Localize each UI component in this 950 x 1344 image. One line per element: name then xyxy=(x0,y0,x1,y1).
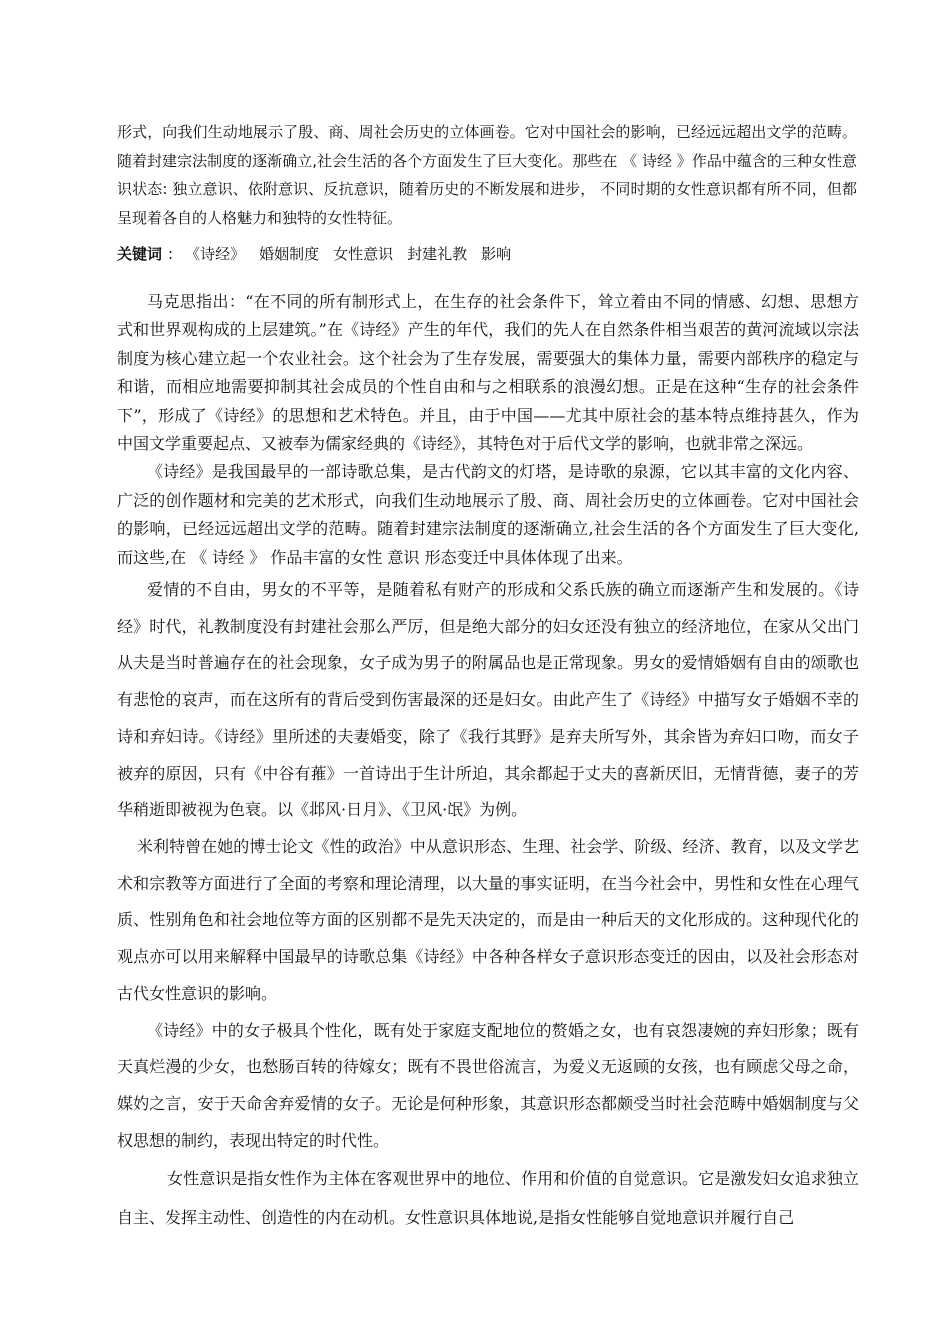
keyword-item: 女性意识 xyxy=(333,245,394,263)
paragraph: 米利特曾在她的博士论文《性的政治》中从意识形态、生理、社会学、阶级、经济、教育，以及文学艺术和宗教等方面进行了全面的考察和理论清理，以大量的事实证明，在当今社会中，男性和女性在心理气质、性别角色和社会地位等方面的区别都不是先天决定的，而是由一种后天的文化形成的。这种现代化的观点亦可以用来解释中国最早的诗歌总集《诗经》中各种各样女子意识形态变迁的因由，以及社会形态对古代女性意识的影响。 xyxy=(117,836,859,1003)
paragraph: 《诗经》是我国最早的一部诗歌总集，是古代韵文的灯塔，是诗歌的泉源，它以其丰富的文化内容、广泛的创作题材和完美的艺术形式，向我们生动地展示了殷、商、周社会历史的立体画卷。它对中国社会的影响，已经远远超出文学的范畴。随着封建宗法制度的逐渐确立,社会生活的各个方面发生了巨大变化,而这些,在 《 诗经 》 作品丰富的女性 意识 形态变迁中具体体现了出来。 xyxy=(117,462,859,567)
keywords-line xyxy=(117,240,857,268)
keyword-item: 封建礼教 xyxy=(407,245,468,263)
abstract-text: 形式，向我们生动地展示了殷、商、周社会历史的立体画卷。它对中国社会的影响，已经远远超出文学的范畴。随着封建宗法制度的逐渐确立,社会生活的各个方面发生了巨大变化。那些在 《 诗经 》作品中蕴含的三种女性意识状态: 独立意识、依附意识、反抗意识，随着历史的不断发展和进步， 不同时期的女性意识都有所不同，但都呈现着各自的人格魅力和独特的女性特征。 xyxy=(117,123,857,227)
keywords-colon: : xyxy=(168,245,174,263)
keyword-item: 《诗经》 xyxy=(185,245,246,263)
keywords-label: 关键词 xyxy=(117,245,163,263)
keyword-item: 影响 xyxy=(481,245,512,263)
paragraph: 女性意识是指女性作为主体在客观世界中的地位、作用和价值的自觉意识。它是激发妇女追求独立自主、发挥主动性、创造性的内在动机。女性意识具体地说,是指女性能够自觉地意识并履行自己 xyxy=(117,1169,859,1228)
body-text xyxy=(117,288,859,1237)
paragraph: 马克思指出：“在不同的所有制形式上，在生存的社会条件下，耸立着由不同的情感、幻想、思想方式和世界观构成的上层建筑。”在《诗经》产生的年代，我们的先人在自然条件相当艰苦的黄河流域以宗法制度为核心建立起一个农业社会。这个社会为了生存发展，需要强大的集体力量，需要内部秩序的稳定与和谐，而相应地需要抑制其社会成员的个性自由和与之相联系的浪漫幻想。正是在这种“生存的社会条件下”，形成了《诗经》的思想和艺术特色。并且，由于中国——尤其中原社会的基本特点维持甚久，作为中国文学重要起点、又被奉为儒家经典的《诗经》，其特色对于后代文学的影响，也就非常之深远。 xyxy=(117,292,859,454)
abstract-section xyxy=(117,118,857,232)
keyword-item: 婚姻制度 xyxy=(259,245,320,263)
paragraph: 爱情的不自由，男女的不平等，是随着私有财产的形成和父系氏族的确立而逐渐产生和发展的。《诗经》时代，礼教制度没有封建社会那么严厉，但是绝大部分的妇女还没有独立的经济地位，在家从父出门从夫是当时普遍存在的社会现象，女子成为男子的附属品也是正常现象。男女的爱情婚姻有自由的颂歌也有悲怆的哀声，而在这所有的背后受到伤害最深的还是妇女。由此产生了《诗经》中描写女子婚姻不幸的诗和弃妇诗。《诗经》里所述的夫妻婚变，除了《我行其野》是弃夫所写外，其余皆为弃妇口吻，而女子被弃的原因，只有《中谷有蓷》一首诗出于生计所迫，其余都起于丈夫的喜新厌旧，无情背德，妻子的芳华稍逝即被视为色衰。以《邶风·日月》、《卫风·氓》为例。 xyxy=(117,580,859,820)
paragraph: 《诗经》中的女子极具个性化，既有处于家庭支配地位的赘婚之女，也有哀怨凄婉的弃妇形象；既有天真烂漫的少女，也愁肠百转的待嫁女；既有不畏世俗流言，为爱义无返顾的女孩，也有顾虑父母之命，媒妁之言，安于天命舍弃爱情的女子。无论是何种形象，其意识形态都颇受当时社会范畴中婚姻制度与父权思想的制约，表现出特定的时代性。 xyxy=(117,1020,859,1150)
